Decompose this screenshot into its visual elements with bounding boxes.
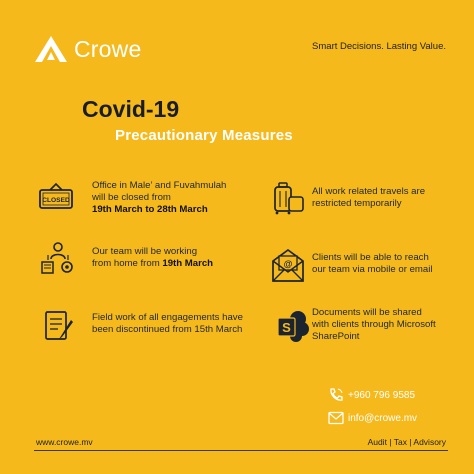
tagline: Smart Decisions. Lasting Value. [312,41,446,52]
email-icon [328,411,344,425]
office-line1: Office in Male’ and Fuvahmulah [92,180,227,191]
field-line1: Field work of all engagements have [92,312,243,323]
footer-divider [34,450,448,451]
phone-number[interactable]: +960 796 9585 [348,389,416,401]
contact-phone[interactable] [328,387,415,403]
item-office-closed [38,180,226,216]
brand-name: Crowe [74,35,142,62]
sharepoint-icon [276,309,312,345]
office-line2: will be closed from [92,192,171,203]
luggage-icon [270,180,306,216]
website-link[interactable]: www.crowe.mv [36,437,93,447]
clients-line1: Clients will be able to reach [312,252,429,263]
services-text: Audit | Tax | Advisory [367,437,446,447]
page-title: Covid-19 [82,96,180,122]
item-documents [276,309,436,345]
closed-sign-label: CLOSED [42,197,70,204]
docs-line2: with clients through Microsoft [312,319,436,330]
travel-line2: restricted temporarily [312,198,402,209]
brand-logo [34,34,141,64]
field-line2: been discontinued from 15th March [92,324,243,335]
document-edit-icon [42,308,78,344]
team-work-icon [40,240,76,276]
phone-icon [328,387,344,403]
envelope-icon [270,248,306,284]
crowe-logo-icon [34,34,68,64]
docs-line1: Documents will be shared [312,307,422,318]
svg-text:@: @ [283,259,293,269]
docs-line3: SharePoint [312,331,360,342]
page-subtitle: Precautionary Measures [115,127,293,144]
clients-line2: our team via mobile or email [312,264,433,275]
item-travel [270,180,425,216]
email-address[interactable]: info@crowe.mv [348,412,418,424]
home-date: 19th March [162,258,214,269]
item-work-from-home [40,240,213,276]
item-clients [270,248,433,284]
travel-line1: All work related travels are [312,186,426,197]
contact-email[interactable] [328,411,417,425]
home-line2: from home from [92,258,163,269]
home-line1: Our team will be working [92,246,198,257]
item-field-work [42,308,243,344]
office-dates: 19th March to 28th March [92,204,208,215]
svg-text:S: S [282,320,291,335]
closed-sign-icon [38,180,74,216]
